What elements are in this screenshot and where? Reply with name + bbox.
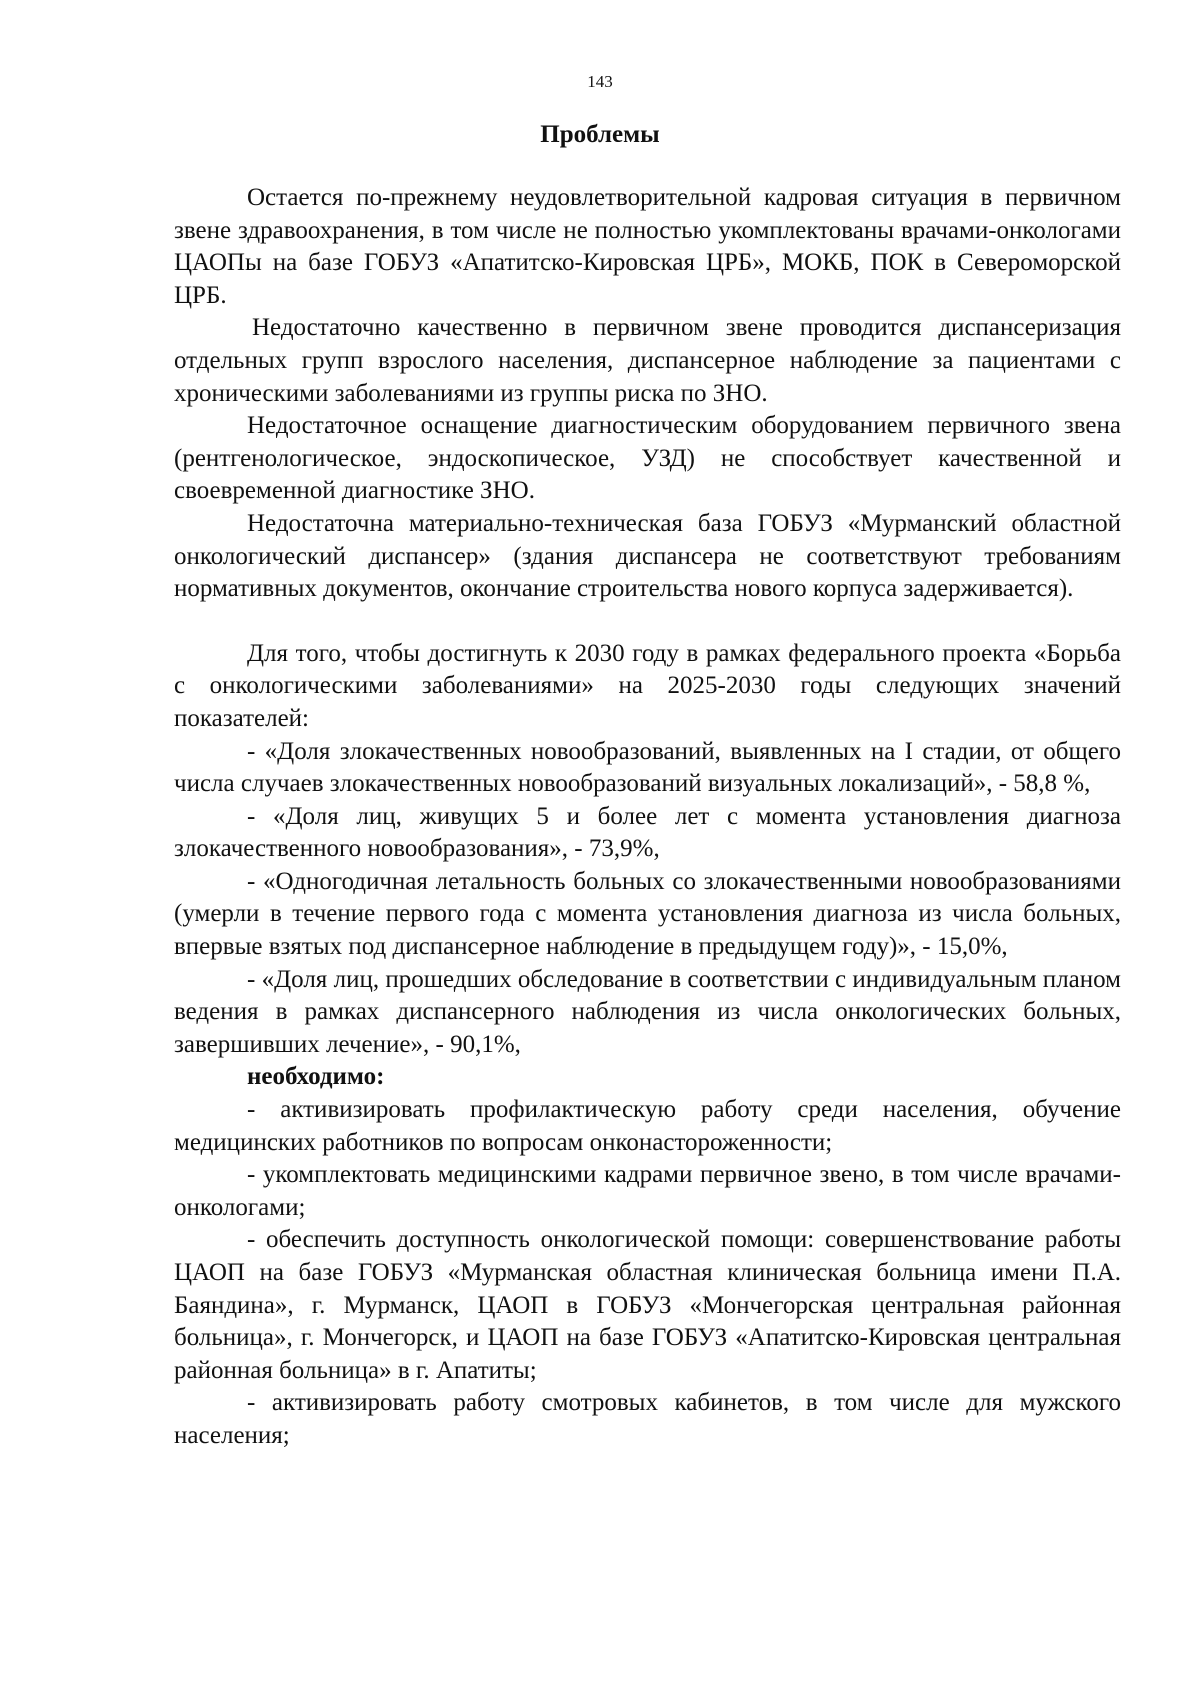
paragraph-staffing: Остается по-прежнему неудовлетворительной кадровая ситуация в первичном звене здравоохранения, в том числе не полностью укомплектованы врачами-онкологами ЦАОПы на базе ГОБУЗ «Апатитско-Кировская ЦРБ», МОКБ, ПОК в Североморской ЦРБ. [174, 184, 1121, 309]
section-title: Проблемы [540, 121, 660, 148]
document-body [174, 182, 1121, 1453]
paragraph-material-base: Недостаточна материально-техническая база ГОБУЗ «Мурманский областной онкологический диспансер» (здания диспансера не соответствуют требованиям нормативных документов, окончание строительства нового корпуса задерживается). [174, 509, 1121, 603]
list-item-indicator-followup: - «Доля лиц, прошедших обследование в соответствии с индивидуальным планом ведения в рамках диспансерного наблюдения из числа онкологических больных, завершивших лечение», - 90,1%, [174, 965, 1121, 1058]
paragraph-screening: Недостаточно качественно в первичном звене проводится диспансеризация отдельных групп взрослого населения, диспансерное наблюдение за пациентами с хроническими заболеваниями из группы риска по ЗНО. [174, 314, 1121, 407]
paragraph-goal-intro: Для того, чтобы достигнуть к 2030 году в рамках федерального проекта «Борьба с онкологическими заболеваниями» на 2025-2030 годы следующих значений показателей: [174, 639, 1121, 732]
page-number: 143 [587, 72, 613, 91]
paragraph-equipment: Недостаточное оснащение диагностическим оборудованием первичного звена (рентгенологическое, эндоскопическое, УЗД) не способствует качественной и своевременной диагностике ЗНО. [174, 412, 1121, 505]
paragraph-necessary: необходимо: [247, 1063, 385, 1091]
list-item-action-access: - обеспечить доступность онкологической помощи: совершенствование работы ЦАОП на базе ГОБУЗ «Мурманская областная клиническая больница имени П.А. Баяндина», г. Мурманск, ЦАОП в ГОБУЗ «Мончегорская центральная районная больница», г. Мончегорск, и ЦАОП на базе ГОБУЗ «Апатитско-Кировская центральная районная больница» в г. Апатиты; [174, 1226, 1121, 1384]
list-item-action-prevention: - активизировать профилактическую работу среди населения, обучение медицинских работников по вопросам онконастороженности; [174, 1096, 1121, 1156]
list-item-indicator-5year: - «Доля лиц, живущих 5 и более лет с момента установления диагноза злокачественного новообразования», - 73,9%, [174, 802, 1121, 863]
list-item-action-exam-rooms: - активизировать работу смотровых кабинетов, в том числе для мужского населения; [174, 1389, 1121, 1449]
list-item-indicator-mortality: - «Одногодичная летальность больных со злокачественными новообразованиями (умерли в течение первого года с момента установления диагноза из числа больных, впервые взятых под диспансерное наблюдение в предыдущем году)», - 15,0%, [174, 867, 1121, 961]
list-item-action-staffing: - укомплектовать медицинскими кадрами первичное звено, в том числе врачами-онкологами; [174, 1161, 1121, 1221]
list-item-indicator-stage1: - «Доля злокачественных новообразований, выявленных на I стадии, от общего числа случаев злокачественных новообразований визуальных локализаций», - 58,8 %, [174, 737, 1121, 798]
